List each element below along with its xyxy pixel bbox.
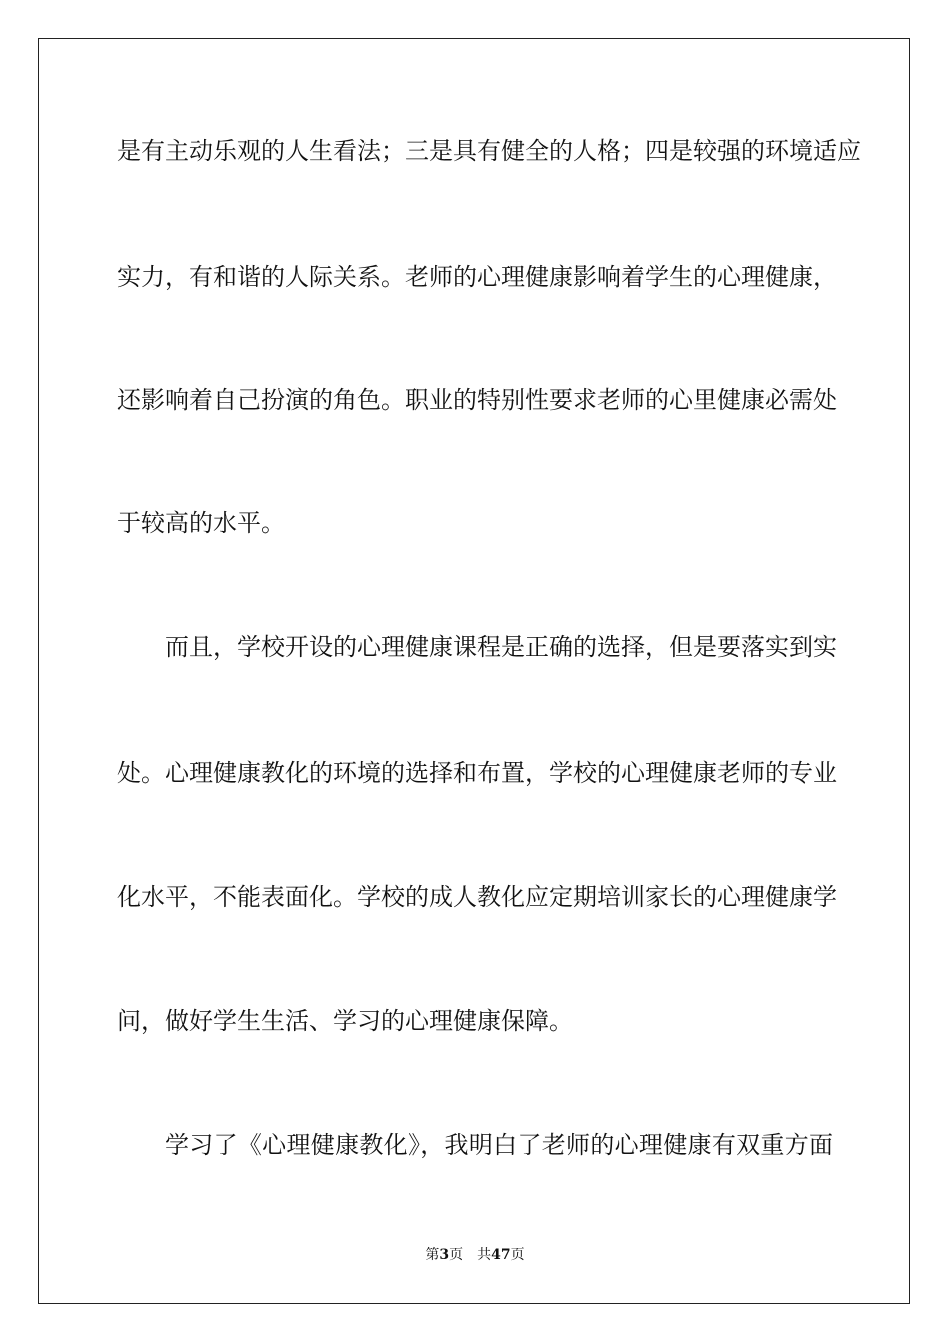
body-text-line-6: 处。心理健康教化的环境的选择和布置，学校的心理健康老师的专业 [117, 759, 837, 787]
body-text-line-8: 问，做好学生生活、学习的心理健康保障。 [117, 1007, 573, 1035]
footer-page-number: 3 [439, 1247, 450, 1263]
footer-total-prefix: 共 [477, 1247, 492, 1263]
footer-total-pages: 47 [491, 1247, 511, 1263]
body-text-line-4: 于较高的水平。 [117, 509, 285, 537]
body-text-line-5: 而且，学校开设的心理健康课程是正确的选择，但是要落实到实 [165, 633, 837, 661]
body-text-line-7: 化水平，不能表面化。学校的成人教化应定期培训家长的心理健康学 [117, 883, 837, 911]
footer-total-unit: 页 [510, 1247, 525, 1263]
body-text-line-2: 实力，有和谐的人际关系。老师的心理健康影响着学生的心理健康， [117, 263, 837, 291]
page-border [38, 38, 910, 1304]
page-footer [0, 1246, 950, 1264]
body-text-line-1: 是有主动乐观的人生看法；三是具有健全的人格；四是较强的环境适应 [117, 137, 861, 165]
body-text-line-9: 学习了《心理健康教化》，我明白了老师的心理健康有双重方面 [165, 1131, 833, 1159]
body-text-line-3: 还影响着自己扮演的角色。职业的特别性要求老师的心里健康必需处 [117, 386, 837, 414]
footer-page-prefix: 第 [425, 1247, 440, 1263]
footer-page-unit: 页 [449, 1247, 464, 1263]
